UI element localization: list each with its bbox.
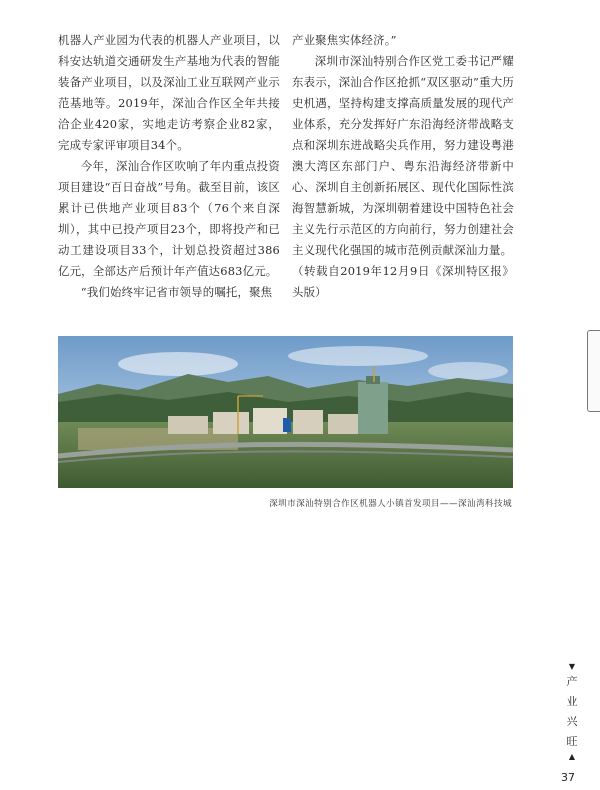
page-number: 37: [561, 771, 575, 784]
aerial-photo: [58, 336, 513, 488]
side-tab-marker: [587, 330, 600, 412]
triangle-up-icon: ▲: [568, 752, 576, 761]
paragraph: 深圳市深汕特别合作区党工委书记严耀东表示，深汕合作区抢抓“双区驱动”重大历史机遇，坚持构建支撑高质量发展的现代产业体系，充分发挥好广东沿海经济带战略支点和深圳东进战略尖兵作用，努力建设粤港澳大湾区东部门户、粤东沿海经济带新中心、深圳自主创新拓展区、现代化国际性滨海智慧新城，为深圳朝着建设中国特色社会主义先行示范区的方向前行，努力创建社会主义现代化强国的城市范例贡献深汕力量。: [292, 54, 514, 257]
paragraph: 今年，深汕合作区吹响了年内重点投资项目建设“百日奋战”号角。截至目前，该区累计已供地产业项目83个（76个来自深圳），其中已投产项目23个，即将投产和已动工建设项目33个，计划总投资超过386亿元，全部达产后预计年产值达683亿元。: [58, 159, 280, 278]
section-marker: [565, 662, 579, 762]
triangle-down-icon: ▼: [568, 662, 576, 671]
paragraph: 机器人产业园为代表的机器人产业项目，以科安达轨道交通研发生产基地为代表的智能装备产业项目，以及深汕工业互联网产业示范基地等。2019年，深汕合作区全年共接洽企业420家，实地走访考察企业82家，完成专家评审项目34个。: [58, 33, 280, 152]
left-text-column: [58, 30, 280, 303]
source-note: （转载自2019年12月9日《深圳特区报》头版）: [292, 264, 514, 299]
section-char: 兴: [566, 715, 578, 728]
right-text-column: [292, 30, 514, 303]
section-char: 产: [566, 675, 578, 688]
section-char: 旺: [566, 735, 578, 748]
photo-caption: 深圳市深汕特别合作区机器人小镇首发项目——深汕湾科技城: [269, 499, 512, 509]
section-char: 业: [566, 695, 578, 708]
paragraph: “我们始终牢记省市领导的嘱托，聚焦: [80, 285, 273, 299]
paragraph: 产业聚焦实体经济。”: [292, 33, 397, 47]
